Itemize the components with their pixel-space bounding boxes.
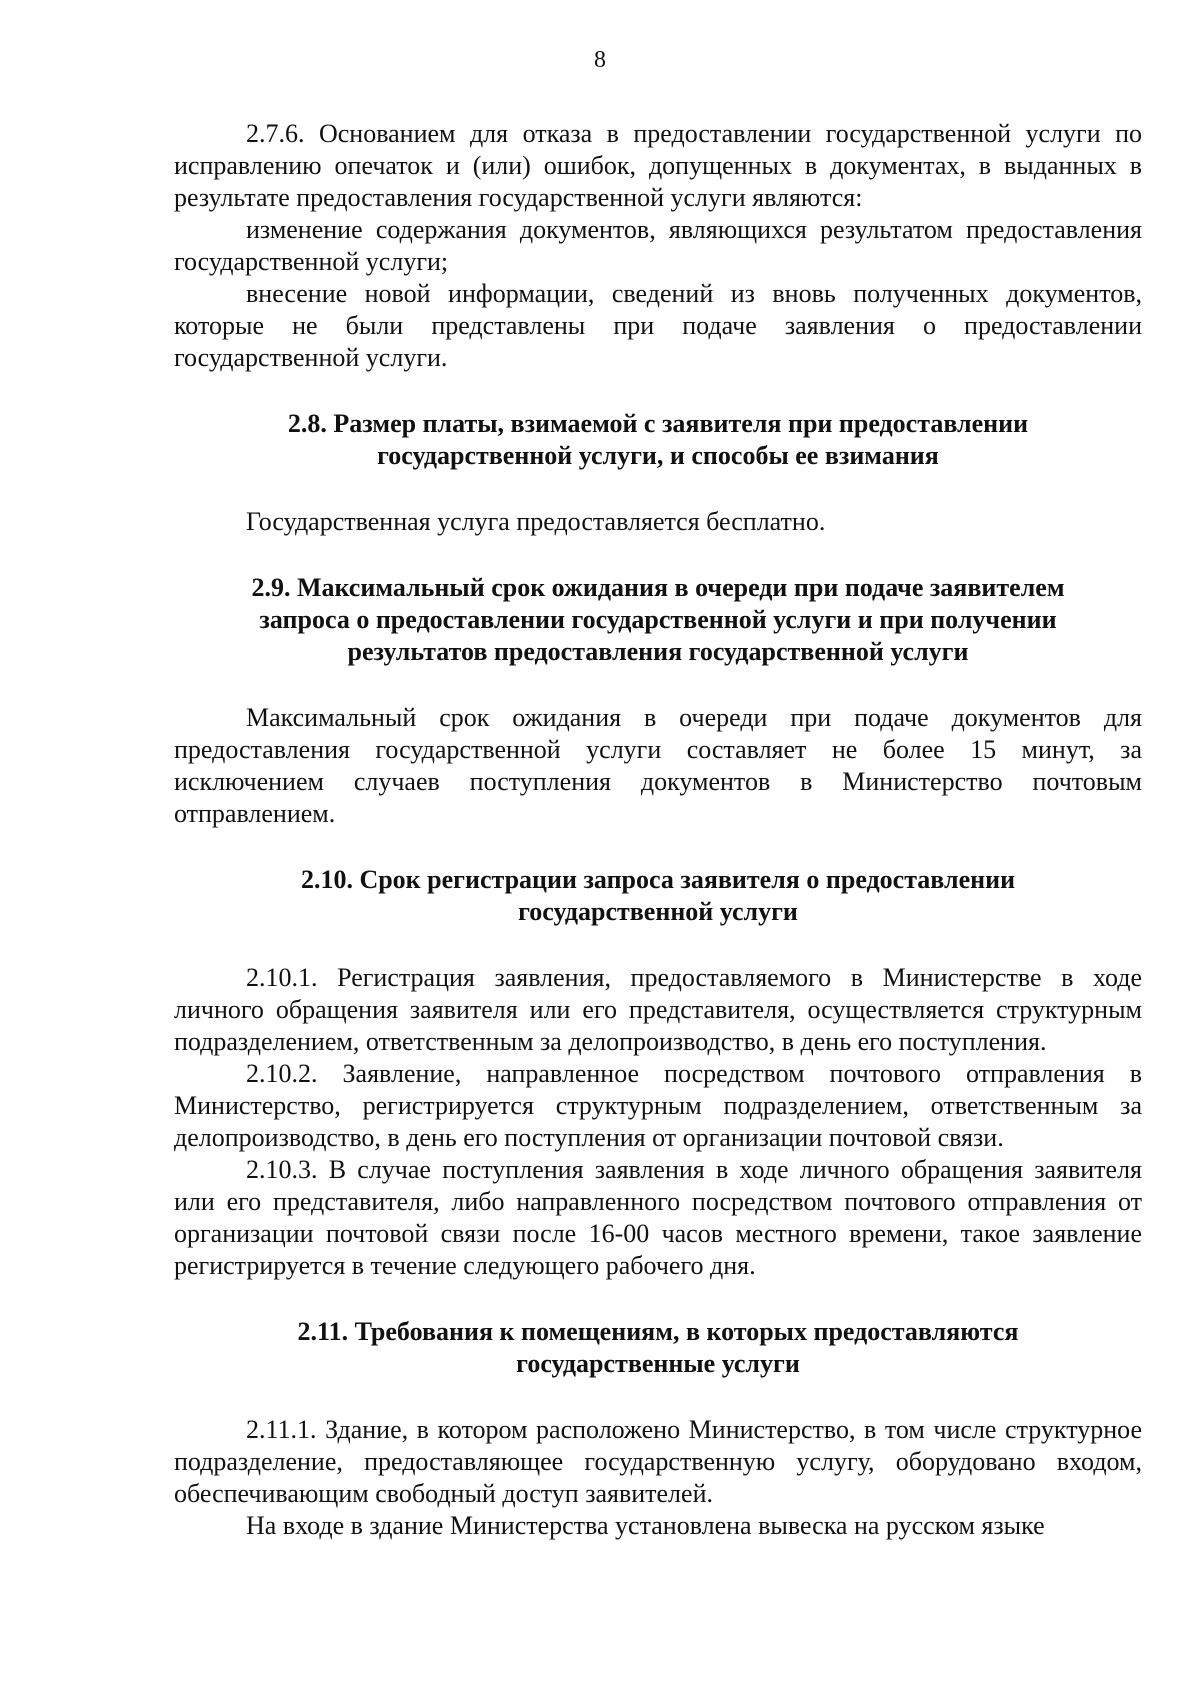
paragraph-free-service: Государственная услуга предоставляется бесплатно. xyxy=(246,507,826,536)
heading-2-8: 2.8. Размер платы, взимаемой с заявителя при предоставлении государственной услуги, и способы ее взимания xyxy=(287,409,1029,470)
paragraph-2-10-2: 2.10.2. Заявление, направленное посредством почтового отправления в Министерство, регистрируется структурным подразделением, ответственным за делопроизводство, в день его поступления от организации почтовой связи. xyxy=(174,1059,1142,1152)
heading-2-11: 2.11. Требования к помещениям, в которых предоставляются государственные услуги xyxy=(297,1317,1019,1378)
heading-2-9: 2.9. Максимальный срок ожидания в очереди при подаче заявителем запроса о предоставлении государственной услуги и при получении результатов предоставления государственной услуги xyxy=(251,573,1065,666)
paragraph-change-content: изменение содержания документов, являющихся результатом предоставления государственной услуги; xyxy=(174,215,1142,276)
page-number: 8 xyxy=(594,47,606,73)
paragraph-2-10-1: 2.10.1. Регистрация заявления, предоставляемого в Министерстве в ходе личного обращения заявителя или его представителя, осуществляется структурным подразделением, ответственным за делопроизводство, в день его поступления. xyxy=(174,963,1142,1056)
paragraph-2-7-6: 2.7.6. Основанием для отказа в предоставлении государственной услуги по исправлению опечаток и (или) ошибок, допущенных в документах, в выданных в результате предоставления государственной услуги являются: xyxy=(174,119,1142,212)
document-body xyxy=(174,118,1142,1542)
paragraph-2-10-3: 2.10.3. В случае поступления заявления в ходе личного обращения заявителя или его представителя, либо направленного посредством почтового отправления от организации почтовой связи после 16-00 часов местного времени, такое заявление регистрируется в течение следующего рабочего дня. xyxy=(174,1155,1142,1280)
paragraph-entrance-sign: На входе в здание Министерства установлена вывеска на русском языке xyxy=(246,1511,1045,1540)
paragraph-max-wait: Максимальный срок ожидания в очереди при подаче документов для предоставления государственной услуги составляет не более 15 минут, за исключением случаев поступления документов в Министерство почтовым отправлением. xyxy=(174,703,1142,828)
heading-2-10: 2.10. Срок регистрации запроса заявителя о предоставлении государственной услуги xyxy=(300,865,1016,926)
paragraph-2-11-1: 2.11.1. Здание, в котором расположено Министерство, в том числе структурное подразделение, предоставляющее государственную услугу, оборудовано входом, обеспечивающим свободный доступ заявителей. xyxy=(174,1415,1142,1508)
paragraph-new-information: внесение новой информации, сведений из вновь полученных документов, которые не были представлены при подаче заявления о предоставлении государственной услуги. xyxy=(174,279,1142,372)
